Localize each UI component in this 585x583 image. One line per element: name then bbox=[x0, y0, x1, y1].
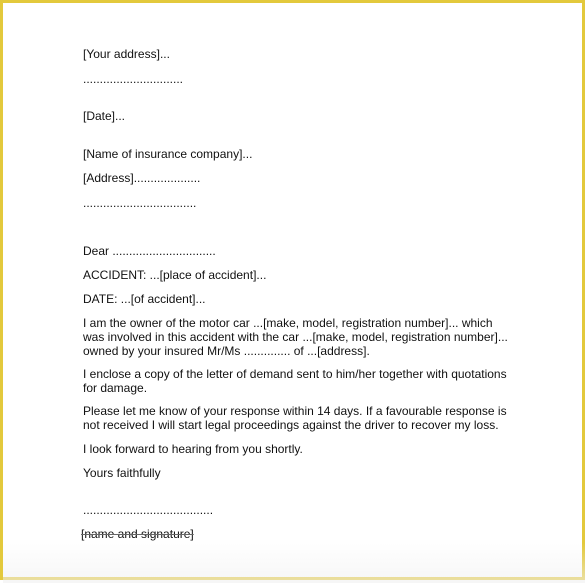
signature-dots: ....................................... bbox=[83, 503, 214, 517]
paragraph-line: not received I will start legal proceedings against the driver to recover my loss. bbox=[83, 418, 499, 432]
paragraph-ownership bbox=[83, 316, 523, 358]
watermark-overlay bbox=[3, 543, 585, 583]
paragraph-enclosure bbox=[83, 367, 523, 395]
paragraph-line: owned by your insured Mr/Ms .............. of ...[address]. bbox=[83, 344, 370, 358]
accident-line: ACCIDENT: ...[place of accident]... bbox=[83, 268, 267, 282]
paragraph-line: for damage. bbox=[83, 381, 148, 395]
paragraph-line: I enclose a copy of the letter of demand sent to him/her together with quotations bbox=[83, 367, 507, 381]
paragraph-line: I am the owner of the motor car ...[make, model, registration number]... which bbox=[83, 316, 493, 330]
paragraph-line: Please let me know of your response within 14 days. If a favourable response is bbox=[83, 404, 507, 418]
paragraph-closing-remark: I look forward to hearing from you shortly. bbox=[83, 442, 303, 456]
salutation: Dear ............................... bbox=[83, 244, 216, 258]
paragraph-line: was involved in this accident with the car ...[make, model, registration number]... bbox=[83, 330, 508, 344]
insurer-name: [Name of insurance company]... bbox=[83, 147, 253, 161]
sender-address-dots: .............................. bbox=[83, 72, 184, 86]
sender-address: [Your address]... bbox=[83, 47, 170, 61]
signature-label: [name and signature] bbox=[81, 527, 194, 541]
closing-phrase: Yours faithfully bbox=[83, 466, 161, 480]
paragraph-response bbox=[83, 404, 523, 432]
insurer-address-dots: .................................. bbox=[83, 196, 197, 210]
insurer-address: [Address].................... bbox=[83, 171, 201, 185]
accident-date-line: DATE: ...[of accident]... bbox=[83, 292, 206, 306]
letter-date: [Date]... bbox=[83, 109, 126, 123]
